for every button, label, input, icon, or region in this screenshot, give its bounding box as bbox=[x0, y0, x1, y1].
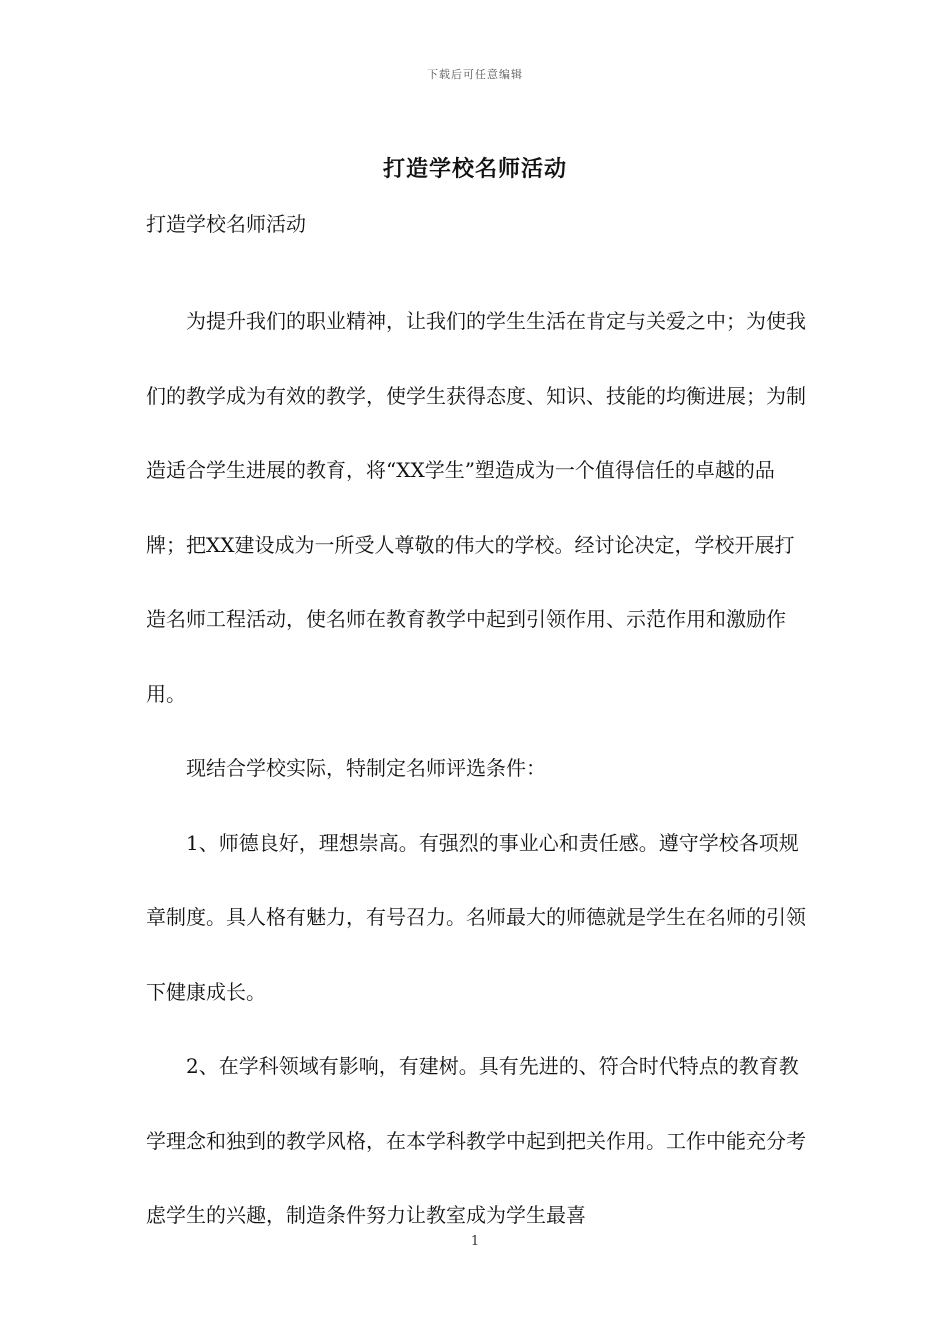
document-title: 打造学校名师活动 bbox=[382, 156, 567, 182]
document-subtitle: 打造学校名师活动 bbox=[146, 212, 306, 236]
paragraph-intro: 为提升我们的职业精神，让我们的学生生活在肯定与关爱之中；为使我们的教学成为有效的教学，使学生获得态度、知识、技能的均衡进展；为制造适合学生进展的教育，将“XX学生”塑造成为一个值得信任的卓越的品牌；把XX建设成为一所受人尊敬的伟大的学校。经讨论决定，学校开展打造名师工程活动，使名师在教育教学中起到引领作用、示范作用和激励作用。 bbox=[146, 309, 806, 706]
paragraph-condition-2: 2、在学科领域有影响，有建树。具有先进的、符合时代特点的教育教学理念和独到的教学风格，在本学科教学中起到把关作用。工作中能充分考虑学生的兴趣，制造条件努力让教室成为学生最喜 bbox=[146, 1054, 806, 1227]
document-body bbox=[146, 284, 811, 1253]
page-number: 1 bbox=[470, 1234, 480, 1249]
header-note: 下载后可任意编辑 bbox=[427, 68, 523, 81]
paragraph-conditions-intro: 现结合学校实际，特制定名师评选条件： bbox=[186, 756, 546, 780]
paragraph-condition-1: 1、师德良好，理想崇高。有强烈的事业心和责任感。遵守学校各项规章制度。具人格有魅力，有号召力。名师最大的师德就是学生在名师的引领下健康成长。 bbox=[146, 830, 806, 1004]
